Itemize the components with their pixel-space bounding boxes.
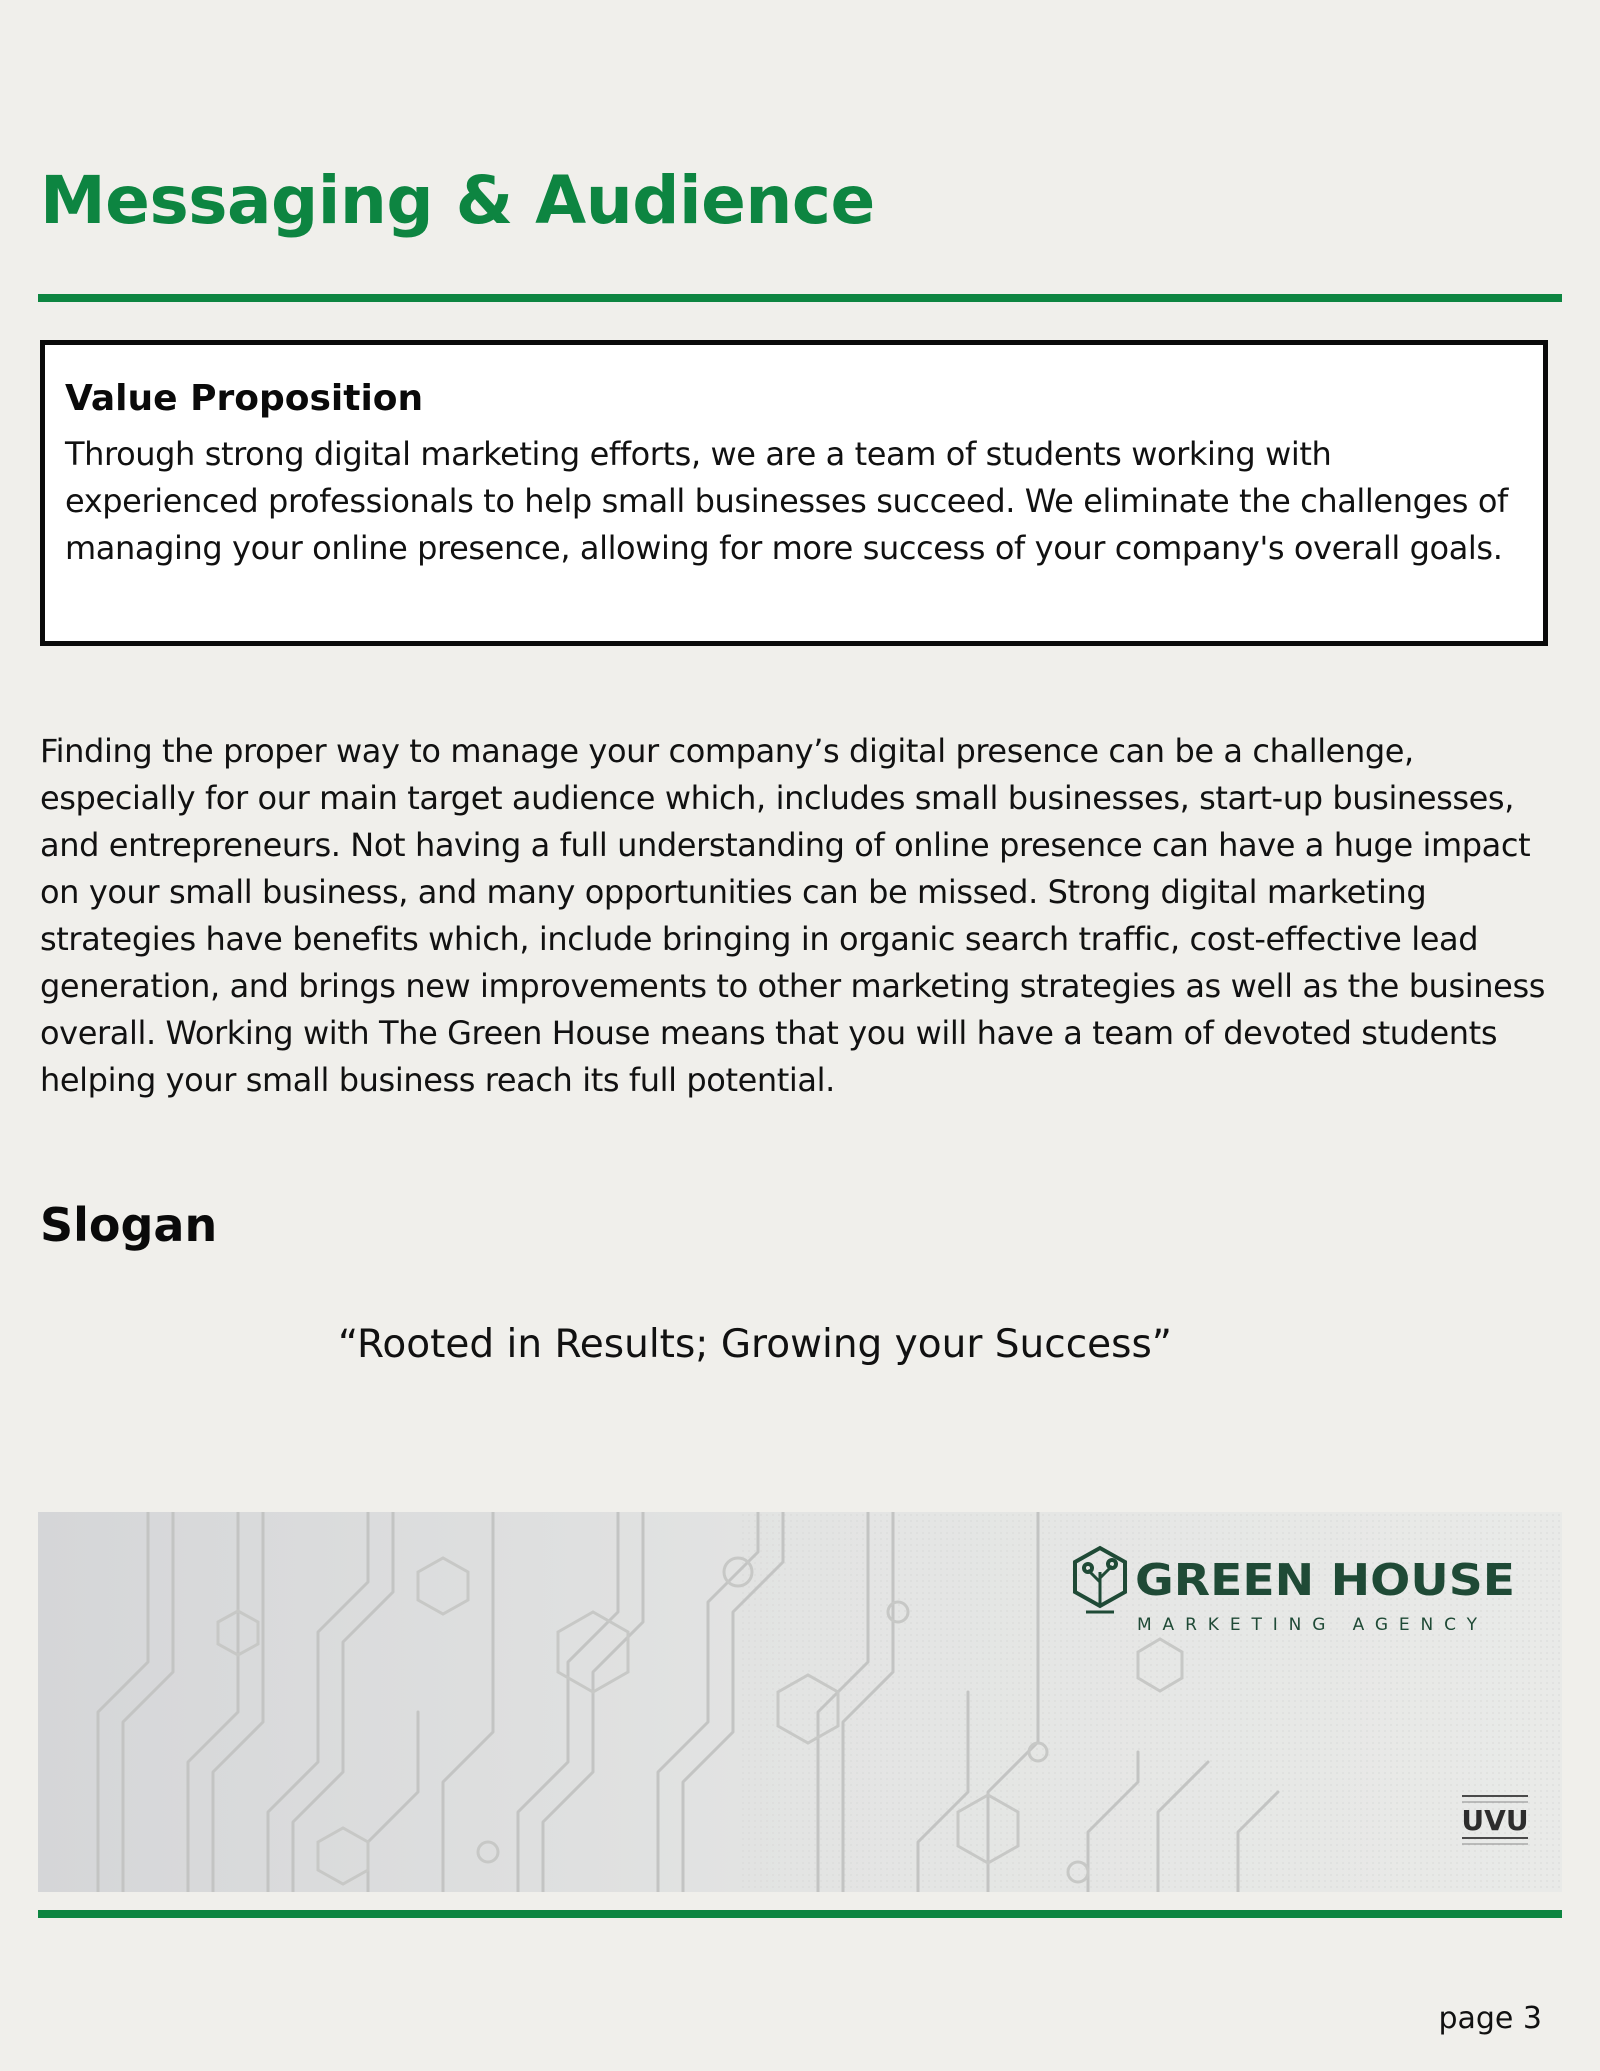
value-proposition-text: Through strong digital marketing efforts, we are a team of students working with experienced professionals to help small businesses succeed. We eliminate the challenges of managing your online presence, allowing for more success of your company's overall goals. [65, 434, 1508, 567]
header-divider [38, 294, 1562, 302]
slogan-text: “Rooted in Results; Growing your Success” [338, 1322, 1172, 1367]
brand-banner [38, 1512, 1562, 1892]
audience-paragraph: Finding the proper way to manage your company’s digital presence can be a challenge, especially for our main target audience which, includes small businesses, start-up businesses, and entrepreneurs. Not having a full understanding of online presence can have a huge impact on your small business, and many opportunities can be missed. Strong digital marketing strategies have benefits which, include bringing in organic search traffic, cost-effective lead generation, and brings new improvements to other marketing strategies as well as the business overall. Working with The Green House means that you will have a team of devoted students helping your small business reach its full potential. [40, 732, 1545, 1099]
logo-tagline: MARKETING AGENCY [1137, 1615, 1483, 1635]
slogan-heading: Slogan [40, 1198, 218, 1252]
footer-divider [38, 1910, 1562, 1918]
page-number: page 3 [1438, 2001, 1542, 2036]
value-proposition-box [40, 340, 1548, 646]
circuit-pattern-image [38, 1512, 1562, 1892]
logo-name: GREEN HOUSE [1135, 1555, 1515, 1606]
uvu-badge [1461, 1796, 1528, 1844]
value-proposition-heading: Value Proposition [65, 378, 424, 419]
uvu-badge-text: UVU [1461, 1804, 1529, 1837]
page-title: Messaging & Audience [40, 162, 875, 239]
